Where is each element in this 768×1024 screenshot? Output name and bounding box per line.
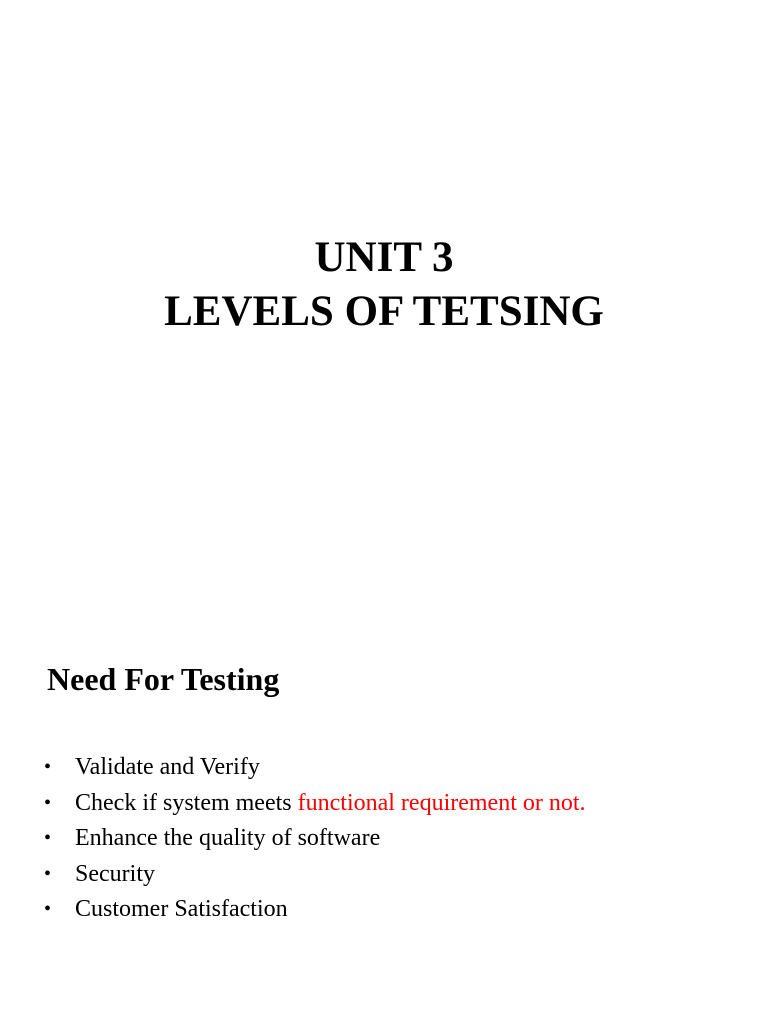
- bullet-list: [44, 750, 586, 928]
- bullet-text: Security: [75, 860, 155, 887]
- bullet-icon: •: [44, 898, 52, 920]
- slide-title: [0, 231, 768, 339]
- bullet-icon: •: [44, 862, 52, 885]
- list-item: [44, 821, 586, 857]
- bullet-icon: •: [44, 756, 52, 778]
- bullet-icon: •: [44, 791, 52, 814]
- bullet-text: Enhance the quality of software: [75, 825, 381, 851]
- list-item: [44, 786, 586, 822]
- list-item: [44, 857, 586, 893]
- list-item: [44, 892, 586, 928]
- section-heading: Need For Testing: [47, 661, 280, 697]
- content-slide: [0, 576, 768, 1024]
- bullet-icon: •: [44, 827, 52, 849]
- bullet-text: Validate and Verify: [75, 754, 260, 780]
- title-line-topic: LEVELS OF TETSING: [164, 288, 604, 335]
- list-item: [44, 750, 586, 786]
- bullet-text: Customer Satisfaction: [75, 896, 288, 922]
- bullet-highlight-text: functional requirement or not.: [297, 789, 586, 816]
- title-line-unit: UNIT 3: [314, 234, 454, 281]
- bullet-text: Check if system meets: [75, 789, 298, 816]
